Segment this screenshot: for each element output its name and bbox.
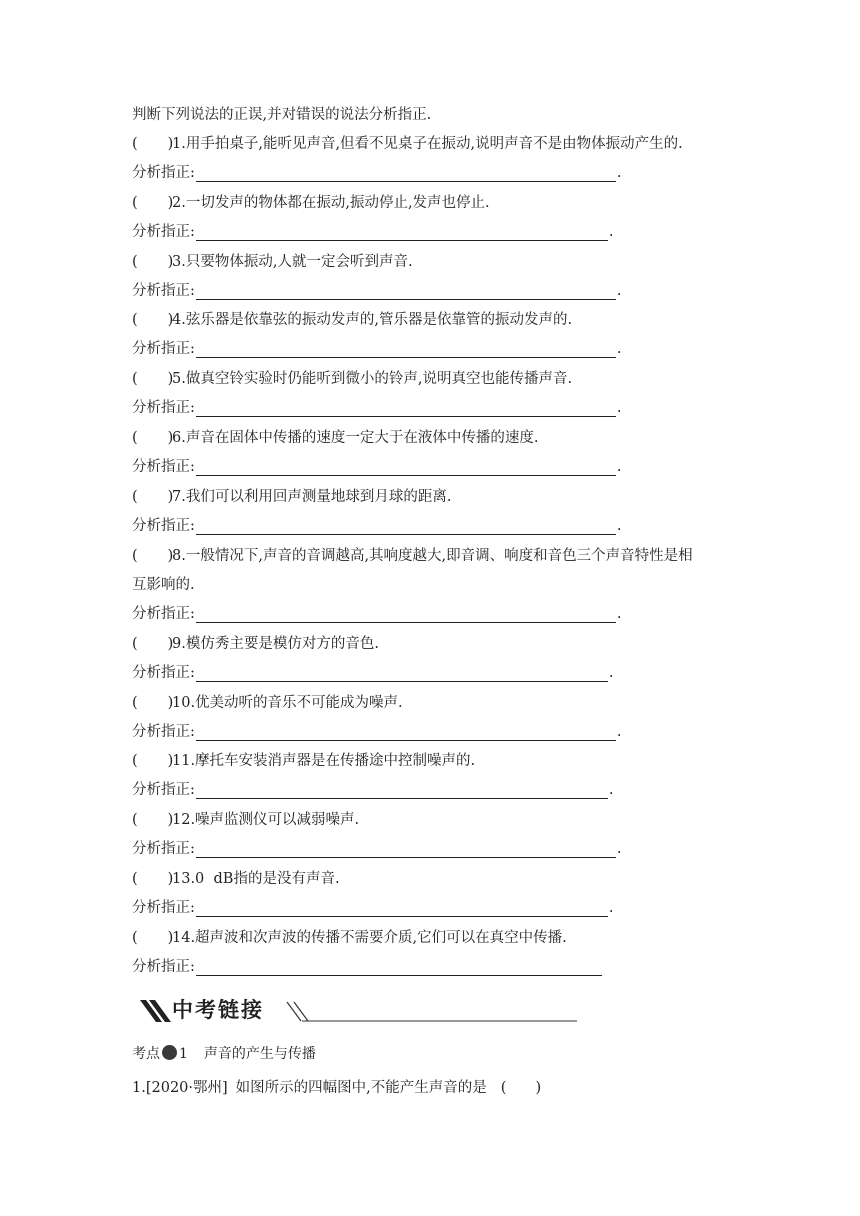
question-number: 1. — [132, 1080, 146, 1096]
analysis-label: 分析指正: — [132, 606, 195, 622]
statement-text: 4.弦乐器是依靠弦的振动发声的,管乐器是依靠管的振动发声的. — [172, 312, 573, 328]
analysis-row-10 — [132, 723, 622, 741]
statement-5 — [132, 370, 572, 388]
analysis-input[interactable] — [196, 727, 616, 741]
statement-text: 9.模仿秀主要是模仿对方的音色. — [172, 636, 379, 652]
statement-text: 5.做真空铃实验时仍能听到微小的铃声,说明真空也能传播声音. — [172, 371, 573, 387]
analysis-input[interactable] — [196, 344, 616, 358]
analysis-input[interactable] — [196, 403, 616, 417]
analysis-label: 分析指正: — [132, 341, 195, 357]
period: . — [608, 224, 614, 240]
answer-blank[interactable]: ( ) — [132, 930, 174, 946]
analysis-label: 分析指正: — [132, 665, 195, 681]
statement-13 — [132, 870, 340, 888]
statement-4 — [132, 311, 572, 329]
analysis-input[interactable] — [196, 785, 608, 799]
analysis-input[interactable] — [196, 462, 616, 476]
analysis-row-12 — [132, 840, 622, 858]
period: . — [616, 283, 622, 299]
answer-blank[interactable]: ( ) — [132, 136, 174, 152]
answer-blank[interactable]: ( ) — [132, 871, 174, 887]
analysis-label: 分析指正: — [132, 724, 195, 740]
analysis-input[interactable] — [196, 844, 616, 858]
period: . — [616, 518, 622, 534]
analysis-row-13 — [132, 899, 614, 917]
statement-8 — [132, 547, 693, 565]
analysis-input[interactable] — [196, 903, 608, 917]
period: . — [608, 665, 614, 681]
analysis-row-14 — [132, 958, 602, 976]
analysis-label: 分析指正: — [132, 224, 195, 240]
analysis-row-2 — [132, 223, 614, 241]
statement-text: 1.用手拍桌子,能听见声音,但看不见桌子在振动,说明声音不是由物体振动产生的. — [172, 136, 683, 152]
statement-text: 10.优美动听的音乐不可能成为噪声. — [172, 695, 403, 711]
statement-2 — [132, 194, 490, 212]
statement-text: 13.0 dB指的是没有声音. — [172, 871, 340, 887]
statement-text: 11.摩托车安装消声器是在传播途中控制噪声的. — [172, 753, 476, 769]
kaodian-row — [132, 1045, 316, 1063]
kaodian-marker-icon — [162, 1045, 177, 1060]
analysis-row-6 — [132, 458, 622, 476]
statement-text: 12.噪声监测仪可以减弱噪声. — [172, 812, 360, 828]
analysis-label: 分析指正: — [132, 841, 195, 857]
analysis-label: 分析指正: — [132, 400, 195, 416]
statement-text: 7.我们可以利用回声测量地球到月球的距离. — [172, 489, 452, 505]
question-text: 如图所示的四幅图中,不能产生声音的是 — [235, 1080, 487, 1096]
statement-11 — [132, 752, 475, 770]
kaodian-number: 1 — [179, 1046, 188, 1062]
question-source: [2020·鄂州] — [145, 1080, 228, 1096]
statement-9 — [132, 635, 379, 653]
statement-14 — [132, 929, 567, 947]
answer-blank[interactable]: ( ) — [132, 489, 174, 505]
answer-blank[interactable]: ( ) — [132, 753, 174, 769]
analysis-input[interactable] — [196, 962, 602, 976]
period: . — [616, 165, 622, 181]
section-header — [140, 996, 580, 1024]
kaodian-label: 考点 — [132, 1046, 160, 1062]
analysis-input[interactable] — [196, 227, 608, 241]
analysis-row-8 — [132, 605, 622, 623]
analysis-label: 分析指正: — [132, 518, 195, 534]
period: . — [608, 782, 614, 798]
statement-6 — [132, 429, 538, 447]
analysis-label: 分析指正: — [132, 959, 195, 975]
analysis-row-7 — [132, 517, 622, 535]
statement-text: 3.只要物体振动,人就一定会听到声音. — [172, 254, 413, 270]
answer-blank[interactable]: ( ) — [132, 371, 174, 387]
period: . — [616, 724, 622, 740]
analysis-label: 分析指正: — [132, 782, 195, 798]
answer-blank[interactable]: ( ) — [132, 636, 174, 652]
analysis-row-3 — [132, 282, 622, 300]
period: . — [616, 341, 622, 357]
analysis-input[interactable] — [196, 521, 616, 535]
statement-text: 8.一般情况下,声音的音调越高,其响度越大,即音调、响度和音色三个声音特性是相 — [172, 548, 693, 564]
answer-blank[interactable]: ( ) — [132, 812, 174, 828]
analysis-label: 分析指正: — [132, 165, 195, 181]
period: . — [616, 459, 622, 475]
answer-blank[interactable]: ( ) — [132, 548, 174, 564]
analysis-row-9 — [132, 664, 614, 682]
answer-blank[interactable]: ( ) — [132, 312, 174, 328]
period: . — [616, 400, 622, 416]
analysis-label: 分析指正: — [132, 283, 195, 299]
analysis-input[interactable] — [196, 286, 616, 300]
answer-blank[interactable]: ( ) — [132, 254, 174, 270]
analysis-input[interactable] — [196, 168, 616, 182]
period: . — [616, 606, 622, 622]
analysis-row-1 — [132, 164, 622, 182]
analysis-label: 分析指正: — [132, 459, 195, 475]
section-title: 中考链接 — [172, 998, 264, 1022]
analysis-row-5 — [132, 399, 622, 417]
analysis-row-4 — [132, 340, 622, 358]
question-answer-blank[interactable]: ( ) — [500, 1080, 542, 1096]
statement-8-continued: 互影响的. — [132, 577, 195, 593]
statement-3 — [132, 253, 413, 271]
answer-blank[interactable]: ( ) — [132, 430, 174, 446]
analysis-input[interactable] — [196, 668, 608, 682]
intro-text: 判断下列说法的正误,并对错误的说法分析指正. — [132, 107, 432, 123]
statement-text: 14.超声波和次声波的传播不需要介质,它们可以在真空中传播. — [172, 930, 567, 946]
analysis-input[interactable] — [196, 609, 616, 623]
period: . — [616, 841, 622, 857]
kaodian-topic: 声音的产生与传播 — [203, 1046, 316, 1062]
statement-7 — [132, 488, 451, 506]
answer-blank[interactable]: ( ) — [132, 695, 174, 711]
statement-text: 2.一切发声的物体都在振动,振动停止,发声也停止. — [172, 195, 490, 211]
answer-blank[interactable]: ( ) — [132, 195, 174, 211]
statement-12 — [132, 811, 359, 829]
statement-10 — [132, 694, 403, 712]
statement-text: 6.声音在固体中传播的速度一定大于在液体中传播的速度. — [172, 430, 539, 446]
period: . — [608, 900, 614, 916]
analysis-row-11 — [132, 781, 614, 799]
analysis-label: 分析指正: — [132, 900, 195, 916]
question-1 — [132, 1079, 541, 1097]
statement-1 — [132, 135, 683, 153]
